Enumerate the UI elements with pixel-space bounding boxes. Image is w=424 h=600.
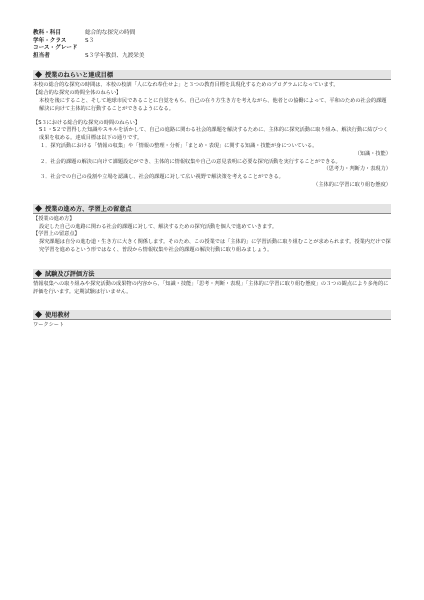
meta-row — [33, 45, 391, 53]
paragraph: 探究課題は自分の進む道・生き方に大きく関係します。そのため、この授業では「主体的」に学習活動に取り組むことが求められます。授業内だけで探究学習を進めるという形ではなく、普段から情報収集や社会的課題の解決行動に取り組みましょう。 — [39, 239, 391, 253]
section-title: 試験及び評価方法 — [45, 270, 95, 278]
paragraph: 情報収集への取り組みや探究活動の成果物の内容から、「知識・技能」「思考・判断・表現」「主体的に学習に取り組む態度」の３つの観点により多角的に評価を行います。定期試験は行いません。 — [33, 280, 389, 295]
section-header-evaluation — [33, 269, 391, 279]
goals-intro: 本校の総合的な探究の時間は、本校の校訓「人になれ奉仕せよ」と３つの教育目標を具現化するためのプログラムになっています。 — [33, 82, 339, 89]
subheading: 【S３における総合的な探究の時間のねらい】 — [33, 119, 141, 126]
goal-tag: （思考力・判断力・表現力） — [323, 166, 391, 173]
meta-key: コース・グレード — [33, 45, 78, 52]
meta-key: 学年・クラス — [33, 37, 67, 44]
diamond-bullet-icon — [35, 270, 42, 277]
goal-item: ３．社会での自己の役割や立場を認識し、社会的課題に対して広い視野で解決策を考えることができる。 — [40, 174, 284, 181]
goal-tag: （知識・技能） — [354, 150, 391, 157]
paragraph: 設定した自己の進路に関わる社会的課題に対して、解決するための探究活動を個人で進めていきます。 — [39, 223, 278, 230]
subheading: 【学習上の留意点】 — [33, 231, 80, 238]
diamond-bullet-icon — [35, 205, 42, 212]
meta-row — [33, 38, 391, 46]
paragraph: 本校を後にすること、そして地球市民であることに自覚をもち、自己の在り方生き方を考えながら、他者との協働によって、平和のための社会的課題解決に向けて主体的に行動することができるようになる。 — [39, 97, 387, 112]
meta-value: S３ — [85, 37, 95, 44]
goal-tag: （主体的に学習に取り組む態度） — [313, 181, 391, 188]
section-title: 授業のねらいと達成目標 — [45, 72, 114, 80]
meta-value — [85, 45, 391, 53]
paragraph: S１・S２で習得した知識やスキルを活かして、自己の進路に関わる社会的課題を解決するために、主体的に探究活動に取り組み、解決行動に結びつく成果を収める。達成目標は以下の通りです。 — [39, 127, 389, 142]
goal-item: ２．社会的課題の解決に向けて課題設定ができ、主体的に情報収集や自己の意見表明に必要な探究活動を実行することができる。 — [40, 158, 341, 165]
meta-value: S３学年教員、九渡栄美 — [85, 52, 145, 59]
goal-item: １．探究活動における「情報の収集」や「情報の整理・分析」「まとめ・表現」に関する知識・技能が身についている。 — [40, 142, 318, 149]
meta-key: 教科・科目 — [33, 30, 61, 36]
meta-row — [33, 53, 391, 61]
subheading: 【総合的な探究の時間全体のねらい】 — [33, 90, 122, 97]
meta-row — [33, 30, 391, 38]
diamond-bullet-icon — [35, 71, 42, 78]
diamond-bullet-icon — [35, 311, 42, 318]
section-header-goals — [33, 70, 391, 80]
section-title: 授業の進め方、学習上の留意点 — [45, 205, 132, 213]
meta-key: 担当者 — [33, 52, 50, 59]
section-title: 使用教材 — [45, 312, 70, 320]
paragraph: ワークシート — [33, 322, 65, 329]
meta-table — [33, 30, 391, 60]
section-header-method — [33, 204, 391, 214]
section-header-materials — [33, 310, 391, 320]
meta-value: 総合的な探究の時間 — [85, 30, 136, 36]
subheading: 【授業の進め方】 — [33, 215, 75, 222]
